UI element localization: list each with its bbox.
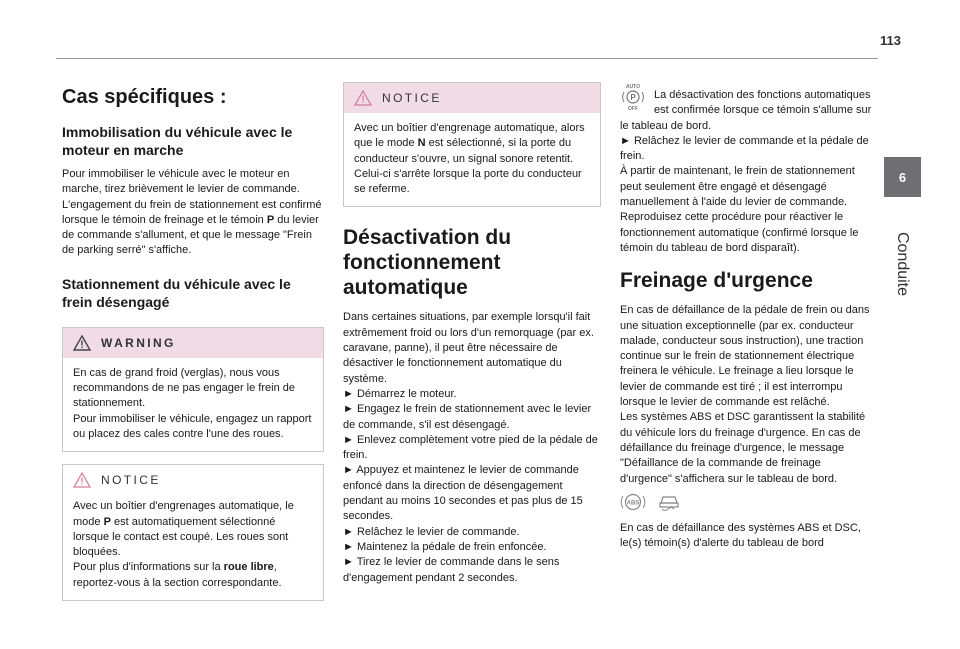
paragraph: En cas de défaillance de la pédale de frein ou dans une situation exceptionnelle (par ex. conducteur malade, conducteur sous instruction), une traction continue sur le frein de stationnement électrique freinera le véhicule. Le freinage a lieu lorsque le levier de commande est tiré ; il est interrompu lorsque le levier de commande est relâché. xyxy=(620,304,870,409)
paragraph: ► Relâchez le levier de commande et la pédale de frein. xyxy=(620,134,869,163)
warning-icon xyxy=(73,335,91,351)
header-rule xyxy=(56,58,878,59)
notice-header xyxy=(63,465,323,495)
step-item: ► Appuyez et maintenez le levier de commande enfoncé dans la direction de désengagement pendant au moins 10 secondes et pas plus de 15 secondes. xyxy=(343,464,583,523)
section-title: Cas spécifiques : xyxy=(62,86,227,108)
paragraph: En cas de défaillance des systèmes ABS et DSC, le(s) témoin(s) d'alerte du tableau de bord xyxy=(620,521,861,550)
subsection-title: Stationnement du véhicule avec le frein désengagé xyxy=(62,275,291,310)
notice-header xyxy=(344,83,600,113)
paragraph: Dans certaines situations, par exemple lorsqu'il fait extrêmement froid ou lors d'un remorquage (par ex. caravane, panne), il peut être nécessaire de désactiver le fonctionnement automatique du système. xyxy=(343,311,594,385)
notice-text: Pour plus d'informations sur la roue libre, reportez-vous à la section correspondante. xyxy=(73,561,282,589)
notice-icon xyxy=(354,90,372,106)
svg-text:AUTO: AUTO xyxy=(625,84,641,90)
subsection-title: Immobilisation du véhicule avec le moteur en marche xyxy=(62,124,293,158)
warning-box xyxy=(62,327,324,452)
step-item: ► Maintenez la pédale de frein enfoncée. xyxy=(343,540,547,553)
warning-text: Pour immobiliser le véhicule, engagez un rapport ou placez des cales contre l'une des roues. xyxy=(73,412,312,440)
notice-icon xyxy=(73,472,91,488)
chapter-label: Conduite xyxy=(894,231,911,297)
paragraph: Pour immobiliser le véhicule avec le moteur en marche, tirez brièvement le levier de commande. L'engagement du frein de stationnement est confirmé lorsque le témoin de freinage et le témoin P du levier de commande s'allument, et que le message "Frein de parking serré" s'affiche. xyxy=(62,168,322,257)
step-list xyxy=(343,387,601,586)
auto-off-parking-icon xyxy=(620,82,646,112)
chapter-tab[interactable]: 6 xyxy=(884,157,921,197)
stability-control-icon xyxy=(656,491,682,513)
paragraph: Les systèmes ABS et DSC garantissent la stabilité du véhicule lors du freinage d'urgence. En cas de défaillance du freinage d'urgence, le message "Défaillance de la commande de freinage d'urgence" s'affichera sur le tableau de bord. xyxy=(620,411,866,485)
page-number: 113 xyxy=(880,33,901,48)
notice-box xyxy=(343,82,601,207)
step-item: ► Enlevez complètement votre pied de la pédale de frein. xyxy=(343,433,598,462)
step-item: ► Relâchez le levier de commande. xyxy=(343,525,520,538)
section-title: Freinage d'urgence xyxy=(620,269,813,293)
column-3 xyxy=(620,82,872,551)
column-1 xyxy=(62,82,324,601)
svg-text:OFF: OFF xyxy=(628,106,638,112)
abs-warning-icon xyxy=(620,491,646,513)
notice-title: NOTICE xyxy=(382,91,442,105)
notice-box xyxy=(62,464,324,601)
warning-header xyxy=(63,328,323,358)
column-2 xyxy=(343,82,601,586)
svg-text:ABS: ABS xyxy=(626,500,640,507)
paragraph: La désactivation des fonctions automatiques est confirmée lorsque ce témoin s'allume sur le tableau de bord. xyxy=(620,89,872,132)
notice-text: Avec un boîtier d'engrenage automatique, alors que le mode N est sélectionné, si la porte du conducteur s'ouvre, un signal sonore retentit. Celui-ci s'arrête lorsque la porte du conducteur se referme. xyxy=(354,122,585,196)
warning-title: WARNING xyxy=(101,335,176,350)
notice-title: NOTICE xyxy=(101,473,161,488)
step-item: ► Engagez le frein de stationnement avec le levier de commande, s'il est désengagé. xyxy=(343,403,592,431)
svg-text:P: P xyxy=(630,93,636,102)
warning-text: En cas de grand froid (verglas), nous vous recommandons de ne pas engager le frein de stationnement. xyxy=(73,366,295,410)
step-item: ► Démarrez le moteur. xyxy=(343,387,457,400)
section-title: Désactivation du fonctionnement automatique xyxy=(343,226,512,300)
step-item: ► Tirez le levier de commande dans le sens d'engagement pendant 2 secondes. xyxy=(343,556,560,584)
notice-text: Avec un boîtier d'engrenages automatique, le mode P est automatiquement sélectionné lorsque le contact est coupé. Les roues sont bloquées. xyxy=(73,500,294,559)
paragraph: À partir de maintenant, le frein de stationnement peut seulement être engagé et désengagé manuellement à l'aide du levier de commande. Reproduisez cette procédure pour réactiver le fonctionnement automatique (confirmé lorsque le témoin du tableau de bord disparaît). xyxy=(620,165,859,254)
